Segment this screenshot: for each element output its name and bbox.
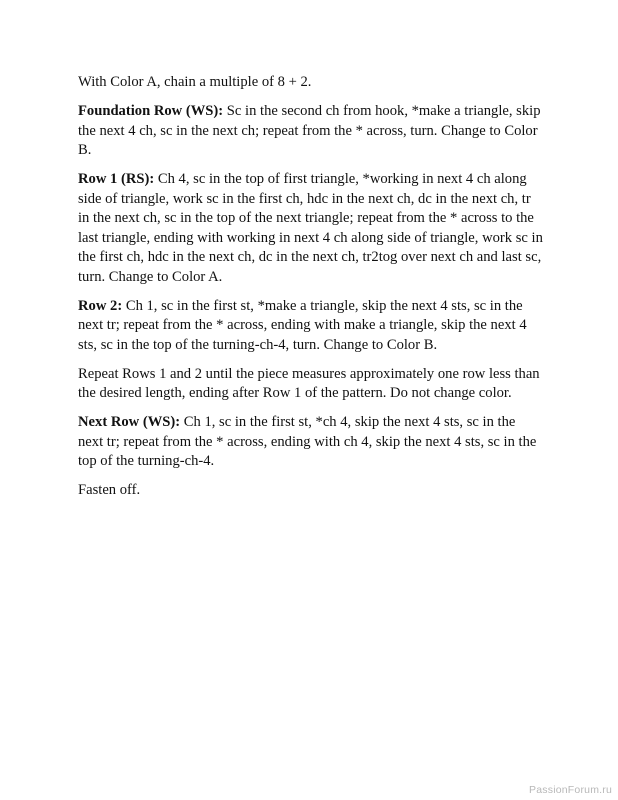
fasten-off-paragraph [78,481,544,501]
row-2-paragraph [78,297,544,356]
row-1-label: Row 1 (RS): [78,171,155,187]
fasten-off-text: Fasten off. [78,482,141,498]
intro-paragraph [78,73,544,93]
next-row-text: Ch 1, sc in the first st, *ch 4, skip the next 4 sts, sc in the next tr; repeat from the * across, ending with ch 4, skip the next 4 sts, sc in the top of the turning-ch-4. [78,414,537,469]
next-row-paragraph [78,413,544,472]
watermark: PassionForum.ru [529,784,612,796]
row-1-paragraph [78,170,544,287]
foundation-row-paragraph [78,102,544,161]
foundation-row-text: Sc in the second ch from hook, *make a triangle, skip the next 4 ch, sc in the next ch; repeat from the * across, turn. Change to Color B. [78,103,541,158]
repeat-text: Repeat Rows 1 and 2 until the piece measures approximately one row less than the desired length, ending after Row 1 of the pattern. Do not change color. [78,365,540,401]
repeat-paragraph [78,365,544,404]
row-1-text: Ch 4, sc in the top of first triangle, *working in next 4 ch along side of triangle, work sc in the first ch, hdc in the next ch, dc in the next ch, tr in the next ch, sc in the top of the next triangle; repeat from the * across to the last triangle, ending with working in next 4 ch along side of triangle, work sc in the first ch, hdc in the next ch, dc in the next ch, tr2tog over next ch and last sc, turn. Change to Color A. [78,171,543,285]
row-2-text: Ch 1, sc in the first st, *make a triangle, skip the next 4 sts, sc in the next tr; repeat from the * across, ending with make a triangle, skip the next 4 sts, sc in the top of the turning-ch-4, turn. Change to Color B. [78,297,527,353]
pattern-instructions [78,73,544,510]
next-row-label: Next Row (WS): [78,414,181,430]
intro-text: With Color A, chain a multiple of 8 + 2. [78,74,312,90]
row-2-label: Row 2: [78,297,123,314]
foundation-row-label: Foundation Row (WS): [78,103,224,119]
